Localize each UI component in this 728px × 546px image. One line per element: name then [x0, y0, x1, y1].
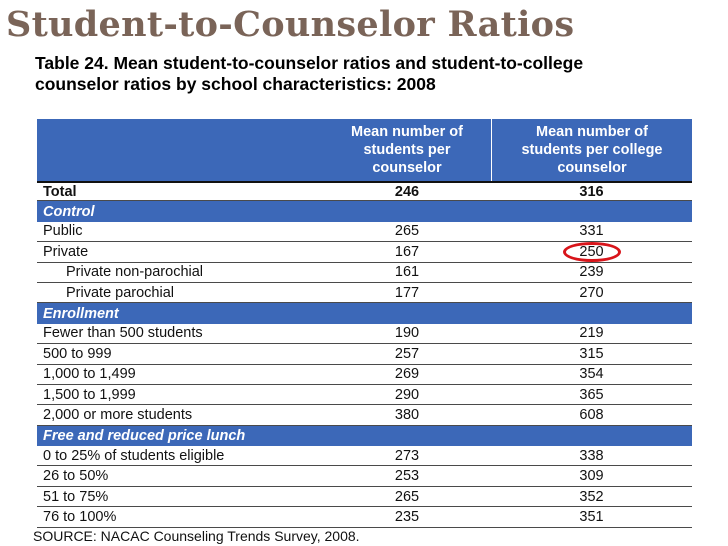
- row-value-college: 309: [579, 468, 604, 485]
- section-header-control: [37, 201, 692, 221]
- row-value-college: 270: [579, 284, 604, 301]
- section-title: Control: [43, 203, 95, 220]
- row-value-counselor: 235: [394, 508, 420, 525]
- row-value-counselor: 265: [394, 488, 420, 505]
- row-label: 51 to 75%: [43, 488, 109, 505]
- row-value-counselor: 167: [394, 243, 420, 260]
- row-label: 76 to 100%: [43, 508, 117, 525]
- table-caption: [35, 53, 695, 95]
- header-col-counselor-line: counselor: [372, 160, 442, 176]
- source-note: SOURCE: NACAC Counseling Trends Survey, 2008.: [33, 528, 360, 544]
- table-row: [37, 507, 692, 527]
- row-value-college: 352: [579, 488, 604, 505]
- row-value-college: 338: [579, 447, 604, 464]
- caption-line-1: Table 24. Mean student-to-counselor ratios and student-to-college: [35, 53, 584, 73]
- table-row: [37, 487, 692, 507]
- row-value-counselor: 290: [394, 386, 420, 403]
- row-label: Fewer than 500 students: [43, 325, 203, 342]
- row-value-college: 316: [579, 183, 604, 200]
- row-label: Total: [43, 183, 77, 200]
- header-col-counselor-line: students per: [363, 142, 451, 158]
- row-label: Private non-parochial: [66, 264, 204, 281]
- ratio-table: [37, 119, 692, 528]
- table-row: [37, 222, 692, 242]
- row-label: Private: [43, 243, 89, 260]
- table-row: [37, 405, 692, 425]
- section-header-enrollment: [37, 303, 692, 323]
- row-value-counselor: 257: [394, 345, 420, 362]
- row-label: 1,500 to 1,999: [43, 386, 136, 403]
- table-row: [37, 466, 692, 486]
- row-label: Private parochial: [66, 284, 174, 301]
- slide-title: Student-to-Counselor Ratios: [6, 4, 575, 45]
- table-row: [37, 283, 692, 303]
- section-title: Enrollment: [43, 305, 119, 322]
- row-value-counselor: 246: [394, 183, 420, 200]
- header-col-college-line: counselor: [557, 160, 627, 176]
- row-label: 26 to 50%: [43, 468, 109, 485]
- caption-line-2: counselor ratios by school characteristics: 2008: [35, 74, 436, 94]
- header-col-college-line: students per college: [521, 142, 663, 158]
- table-row-total: [37, 181, 692, 201]
- header-col-counselor-line: Mean number of: [351, 124, 463, 140]
- row-value-counselor: 265: [394, 223, 420, 240]
- row-value-college: 219: [579, 325, 604, 342]
- table-row: [37, 324, 692, 344]
- row-value-college: 351: [579, 508, 604, 525]
- row-value-counselor: 177: [394, 284, 420, 301]
- highlighted-value: 250: [579, 243, 604, 260]
- row-value-college: 608: [579, 406, 604, 423]
- header-col-counselor: [323, 119, 491, 181]
- row-label: Public: [43, 223, 83, 240]
- section-header-lunch: [37, 426, 692, 446]
- header-blank-cell: [37, 119, 323, 181]
- table-row: [37, 365, 692, 385]
- table-row: [37, 446, 692, 466]
- row-value-counselor: 161: [394, 264, 420, 281]
- row-value-college: 315: [579, 345, 604, 362]
- row-value-counselor: 253: [394, 468, 420, 485]
- row-value-counselor: 269: [394, 366, 420, 383]
- row-value-college: 365: [579, 386, 604, 403]
- highlight-circle: [563, 242, 621, 262]
- row-label: 2,000 or more students: [43, 406, 193, 423]
- row-value-counselor: 273: [394, 447, 420, 464]
- row-value-counselor: 380: [394, 406, 420, 423]
- section-title: Free and reduced price lunch: [43, 427, 246, 444]
- header-col-college-counselor: [491, 119, 692, 181]
- table-row: [37, 263, 692, 283]
- row-label: 0 to 25% of students eligible: [43, 447, 225, 464]
- table-row: [37, 385, 692, 405]
- row-value-counselor: 190: [394, 325, 420, 342]
- table-row: [37, 242, 692, 262]
- row-value-college-highlighted: [491, 244, 692, 260]
- row-label: 500 to 999: [43, 345, 112, 362]
- row-value-college: 331: [579, 223, 604, 240]
- row-value-college: 354: [579, 366, 604, 383]
- header-col-college-line: Mean number of: [536, 124, 648, 140]
- table-row: [37, 344, 692, 364]
- row-value-college: 239: [579, 264, 604, 281]
- table-header: [37, 119, 692, 181]
- row-label: 1,000 to 1,499: [43, 366, 136, 383]
